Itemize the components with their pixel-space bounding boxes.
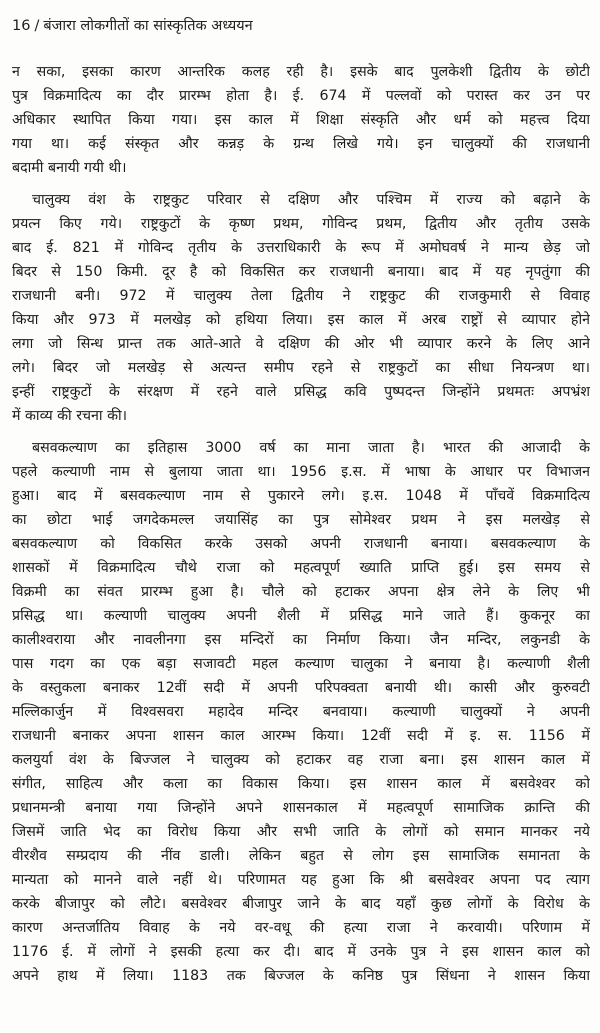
text-line: पहले कल्याणी नाम से बुलाया जाता था। 1956 इ.स. में भाषा के आधार पर विभाजन	[12, 464, 590, 480]
text-line: अपने हाथ में लिया। 1183 तक बिज्जल के कनिष्ठ पुत्र सिंधना ने शासन किया	[12, 968, 590, 984]
text-line: राजधानी बनाकर अपना शासन काल आरम्भ किया। 12वीं सदी में इ. स. 1156 में	[12, 728, 590, 744]
text-line: के वस्तुकला बनाकर 12वीं सदी में अपनी परिपक्वता बनायी थी। कासी और कुरुवटी	[12, 680, 590, 696]
text-line: कालीश्वराया और नावलीनगा इस मन्दिरों का निर्माण किया। जैन मन्दिर, लकुनडी के	[12, 632, 590, 648]
book-title: बंजारा लोकगीतों का सांस्कृतिक अध्ययन	[43, 18, 253, 34]
text-line: कारण अन्तर्जातिय विवाह के नये वर-वधू की हत्या राजा ने करवायी। परिणाम में	[12, 920, 590, 936]
text-line: पास गदग का एक बड़ा सजावटी महल कल्याण चालुका ने बनाया है। कल्याणी शैली	[12, 656, 590, 672]
text-line: प्रधानमन्त्री बनाया गया जिन्होंने अपने शासनकाल में महत्वपूर्ण सामाजिक क्रान्ति की	[12, 800, 590, 816]
text-line: राजधानी बनी। 972 में चालुक्य तेला द्वितीय ने राष्ट्रकुट की राजकुमारी से विवाह	[12, 288, 590, 304]
text-line: किया और 973 में मलखेड़ को हथिया लिया। इस काल में अरब राष्ट्रों से व्यापार होने	[12, 312, 590, 328]
text-line: 1176 ई. में लोगों ने इसकी हत्या कर दी। बाद में उनके पुत्र ने इस शासन काल को	[12, 944, 590, 960]
running-header	[12, 16, 253, 36]
text-line: कलयुर्या वंश के बिज्जल ने चालुक्य को हटाकर वह राजा बना। इस शासन काल में	[12, 752, 590, 768]
text-line: में काव्य की रचना की।	[12, 408, 128, 424]
text-line: प्रसिद्ध था। कल्याणी चालुक्य अपनी शैली में प्रसिद्ध माने जाते हैं। कुकनूर का	[12, 608, 590, 624]
page-number: 16	[12, 18, 31, 34]
text-line: मल्लिकार्जुन में विश्वसवरा महादेव मन्दिर बनवाया। कल्याणी चालुक्यों ने अपनी	[12, 704, 590, 720]
text-line: लगे। बिदर जो मलखेड़ से अत्यन्त समीप रहने से राष्ट्रकुटों का सीधा नियन्त्रण था।	[12, 360, 590, 376]
text-line: बिदर से 150 किमी. दूर है को विकसित कर राजधानी बनाया। बाद में यह नृपतुंगा की	[12, 264, 590, 280]
text-line: मान्यता को मानने वाले नहीं थे। परिणामत यह हुआ कि श्री बसवेश्वर अपना पद त्याग	[12, 872, 590, 888]
text-line: लगा जो सिन्ध प्रान्त तक आते-आते वे दक्षिण की ओर भी व्यापार करने के लिए आने	[12, 336, 590, 352]
text-line: बसवकल्याण को विकसित करके उसको अपनी राजधानी बनाया। बसवकल्याण के	[12, 536, 590, 552]
text-line: संगीत, साहित्य और कला का विकास किया। इस शासन काल में बसवेश्वर को	[12, 776, 590, 792]
page-body	[12, 60, 590, 988]
paragraph	[12, 188, 590, 428]
text-line: वीरशैव सम्प्रदाय की नींव डाली। लेकिन बहुत से लोग इस सामाजिक समानता के	[12, 848, 590, 864]
text-line: इन्हीं राष्ट्रकुटों के संरक्षण में रहने वाले प्रसिद्ध कवि पुष्पदन्त जिन्होंने प्रथमतः अपभ्रंश	[12, 384, 590, 400]
text-line: शासकों में विक्रमादित्य चौथे राजा को महत्वपूर्ण ख्याति प्राप्ति हुई। इस समय से	[12, 560, 590, 576]
text-line: न सका, इसका कारण आन्तरिक कलह रही है। इसके बाद पुलकेशी द्वितीय के छोटी	[12, 64, 590, 80]
text-line: बसवकल्याण का इतिहास 3000 वर्ष का माना जाता है। भारत की आजादी के	[32, 440, 590, 456]
text-line: विक्रमी का संवत प्रारम्भ हुआ है। चौले को हटाकर अपना क्षेत्र लेने के लिए भी	[12, 584, 590, 600]
text-line: अधिकार स्थापित किया गया। इस काल में शिक्षा संस्कृति और धर्म को महत्त्व दिया	[12, 112, 590, 128]
paragraph	[12, 436, 590, 988]
text-line: चालुक्य वंश के राष्ट्रकुट परिवार से दक्षिण और पश्चिम में राज्य को बढ़ाने के	[32, 192, 590, 208]
text-line: का छोटा भाई जगदेकमल्ल जयासिंह का पुत्र सोमेश्वर प्रथम ने इस मलखेड़ से	[12, 512, 590, 528]
text-line: पुत्र विक्रमादित्य का दौर प्रारम्भ होता है। ई. 674 में पल्लवों को परास्त कर उन पर	[12, 88, 590, 104]
text-line: गया था। कई संस्कृत और कन्नड़ के ग्रन्थ लिखे गये। इन चालुक्यों की राजधानी	[12, 136, 590, 152]
text-line: जिसमें जाति भेद का विरोध किया और सभी जाति के लोगों को समान मानकर नये	[12, 824, 590, 840]
text-line: हुआ। बाद में बसवकल्याण नाम से पुकारने लगे। इ.स. 1048 में पाँचवें विक्रमादित्य	[12, 488, 590, 504]
text-line: बदामी बनायी गयी थी।	[12, 160, 127, 176]
header-separator: /	[34, 18, 40, 34]
text-line: करके बीजापुर को लौटे। बसवेश्वर बीजापुर जाने के बाद यहाँ कुछ लोगों के विरोध के	[12, 896, 590, 912]
text-line: बाद ई. 821 में गोविन्द तृतीय के उत्तराधिकारी के रूप में अमोघवर्ष ने मान्य छेड़ जो	[12, 240, 590, 256]
text-line: प्रयत्न किए गये। राष्ट्रकुटों के कृष्ण प्रथम, गोविन्द प्रथम, द्वितीय और तृतीय उसके	[12, 216, 590, 232]
paragraph	[12, 60, 590, 180]
